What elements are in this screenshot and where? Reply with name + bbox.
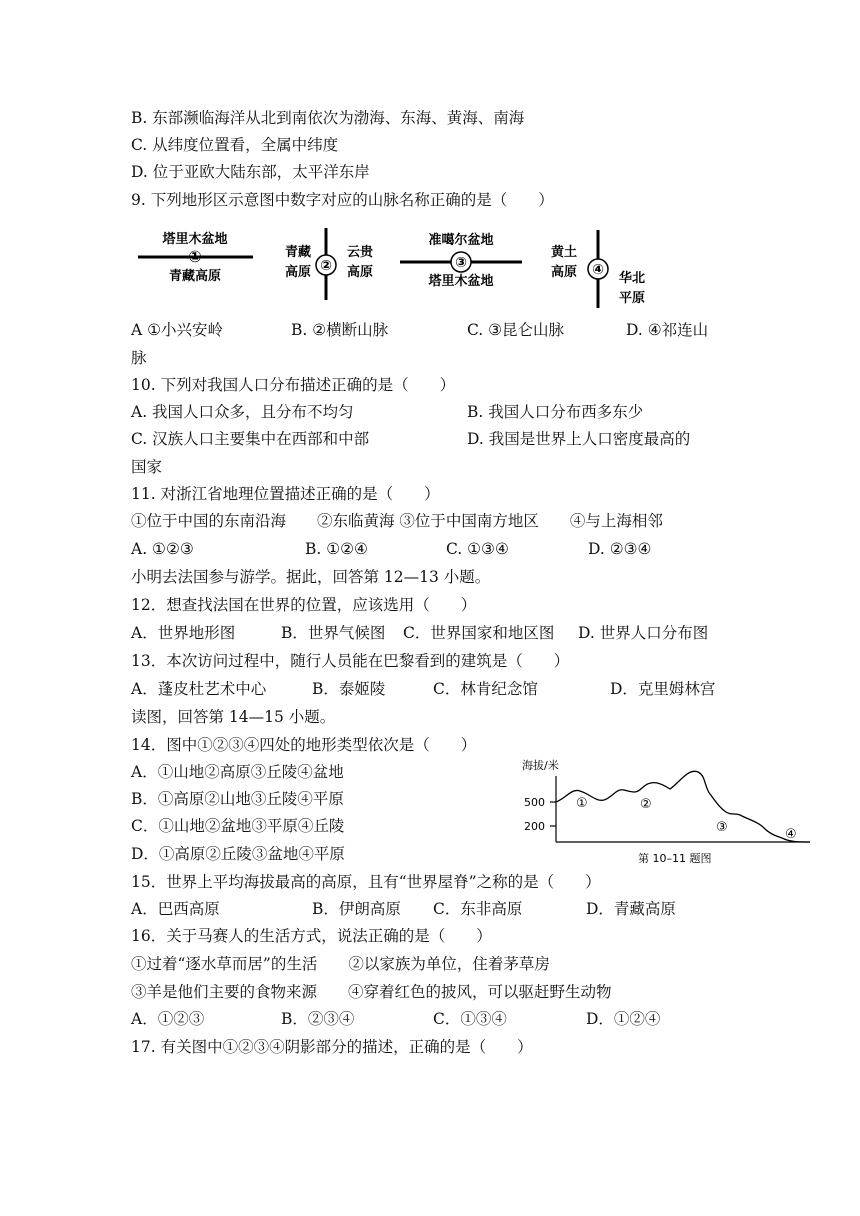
q10-option-b: B. 我国人口分布西多东少: [467, 403, 644, 421]
q16-option-c: C．①③④: [433, 1010, 507, 1028]
terrain-profile-figure: [520, 758, 815, 868]
q17-stem: 17. 有关图中①②③④阴影部分的描述，正确的是（ ）: [131, 1038, 533, 1056]
terrain-profile-line: [556, 771, 810, 842]
profile-caption: 第 10–11 题图: [638, 852, 712, 865]
q9-diagram-1: [138, 226, 253, 286]
q9-d2-left-label-1: 青藏: [284, 245, 312, 260]
q12-option-a: A．世界地形图: [131, 624, 236, 642]
q9-d4-right-label-2: 平原: [618, 291, 646, 306]
q10-stem: 10. 下列对我国人口分布描述正确的是（ ）: [131, 376, 456, 394]
profile-tick-500: 500: [524, 796, 545, 809]
q14-option-b: B．①高原②山地③丘陵④平原: [131, 790, 344, 808]
q9-d3-bottom-label: 塔里木盆地: [428, 274, 494, 289]
q15-option-d: D．青藏高原: [586, 900, 676, 918]
q10-option-d: D. 我国是世界上人口密度最高的: [467, 430, 691, 448]
profile-point-3: ③: [716, 820, 728, 835]
q16-option-a: A．①②③: [131, 1010, 205, 1028]
q9-stem: 9. 下列地形区示意图中数字对应的山脉名称正确的是（ ）: [131, 191, 554, 209]
q12-option-d: D. 世界人口分布图: [578, 624, 709, 642]
q9-d4-left-label-2: 高原: [550, 265, 578, 280]
q9-option-d-wrap: 脉: [131, 349, 147, 367]
q10-option-d-wrap: 国家: [131, 458, 163, 476]
q16-statements-2: ③羊是他们主要的食物来源 ④穿着红色的披风，可以驱赶野生动物: [131, 983, 612, 1001]
q9-d3-number: ③: [455, 255, 467, 271]
q9-diagram-2: [280, 224, 380, 304]
q12-option-c: C．世界国家和地区图: [403, 624, 555, 642]
q15-stem: 15．世界上平均海拔最高的高原，且有“世界屋脊”之称的是（ ）: [131, 873, 601, 891]
q15-option-c: C．东非高原: [433, 900, 523, 918]
q9-option-c: C. ③昆仑山脉: [467, 321, 565, 339]
q16-stem: 16．关于马赛人的生活方式，说法正确的是（ ）: [131, 927, 492, 945]
q9-d4-left-label-1: 黄土: [550, 245, 578, 260]
profile-point-2: ②: [640, 797, 652, 812]
q11-statements: ①位于中国的东南沿海 ②东临黄海 ③位于中国南方地区 ④与上海相邻: [131, 512, 663, 530]
q13-stem: 13．本次访问过程中，随行人员能在巴黎看到的建筑是（ ）: [131, 652, 570, 670]
q14-stem: 14．图中①②③④四处的地形类型依次是（ ）: [131, 736, 477, 754]
q9-d4-number: ④: [592, 262, 604, 278]
q13-option-c: C．林肯纪念馆: [433, 680, 538, 698]
q9-d1-bottom-label: 青藏高原: [168, 269, 222, 284]
q15-option-b: B．伊朗高原: [312, 900, 401, 918]
q14-option-d: D．①高原②丘陵③盆地④平原: [131, 845, 345, 863]
intro-12-13: 小明去法国参与游学。据此，回答第 12—13 小题。: [131, 568, 491, 586]
q9-d1-number: ①: [188, 247, 202, 266]
q9-d2-number: ②: [320, 258, 332, 274]
q12-stem: 12．想查找法国在世界的位置，应该选用（ ）: [131, 596, 477, 614]
q11-option-b: B. ①②④: [305, 540, 368, 558]
q14-option-a: A．①山地②高原③丘陵④盆地: [131, 763, 344, 781]
q9-option-a: A ①小兴安岭: [131, 321, 224, 339]
q10-option-a: A. 我国人口众多，且分布不均匀: [131, 403, 354, 421]
q11-stem: 11. 对浙江省地理位置描述正确的是（ ）: [131, 485, 440, 503]
q13-option-d: D．克里姆林宫: [610, 680, 716, 698]
q16-statements-1: ①过着“逐水草而居”的生活 ②以家族为单位，住着茅草房: [131, 955, 550, 973]
q9-d2-right-label-1: 云贵: [346, 245, 374, 260]
profile-ylabel: 海拔/米: [522, 759, 559, 772]
q8-option-d: D. 位于亚欧大陆东部，太平洋东岸: [131, 163, 370, 181]
q9-d1-top-label: 塔里木盆地: [162, 232, 228, 247]
q10-option-c: C. 汉族人口主要集中在西部和中部: [131, 430, 370, 448]
q16-option-b: B．②③④: [281, 1010, 355, 1028]
profile-tick-200: 200: [524, 820, 545, 833]
q9-d2-left-label-2: 高原: [284, 265, 312, 280]
q9-diagram-3: [400, 229, 522, 291]
profile-point-1: ①: [576, 796, 588, 811]
intro-14-15: 读图，回答第 14—15 小题。: [131, 708, 336, 726]
q9-option-d: D. ④祁连山: [626, 321, 709, 339]
q15-option-a: A．巴西高原: [131, 900, 220, 918]
q9-d2-right-label-2: 高原: [346, 265, 374, 280]
q9-d3-top-label: 准噶尔盆地: [428, 233, 494, 248]
q9-option-b: B. ②横断山脉: [291, 321, 389, 339]
q14-option-c: C．①山地②盆地③平原④丘陵: [131, 817, 345, 835]
q13-option-b: B．泰姬陵: [312, 680, 386, 698]
q11-option-d: D. ②③④: [588, 540, 652, 558]
q16-option-d: D．①②④: [586, 1010, 661, 1028]
q8-option-b: B. 东部濒临海洋从北到南依次为渤海、东海、黄海、南海: [131, 109, 525, 127]
q13-option-a: A．蓬皮杜艺术中心: [131, 680, 267, 698]
profile-point-4: ④: [785, 827, 797, 842]
q12-option-b: B．世界气候图: [281, 624, 386, 642]
q9-diagram-4: [542, 226, 652, 312]
q11-option-c: C. ①③④: [446, 540, 509, 558]
q9-d4-right-label-1: 华北: [618, 271, 646, 286]
q11-option-a: A. ①②③: [131, 540, 194, 558]
q8-option-c: C. 从纬度位置看，全属中纬度: [131, 136, 339, 154]
